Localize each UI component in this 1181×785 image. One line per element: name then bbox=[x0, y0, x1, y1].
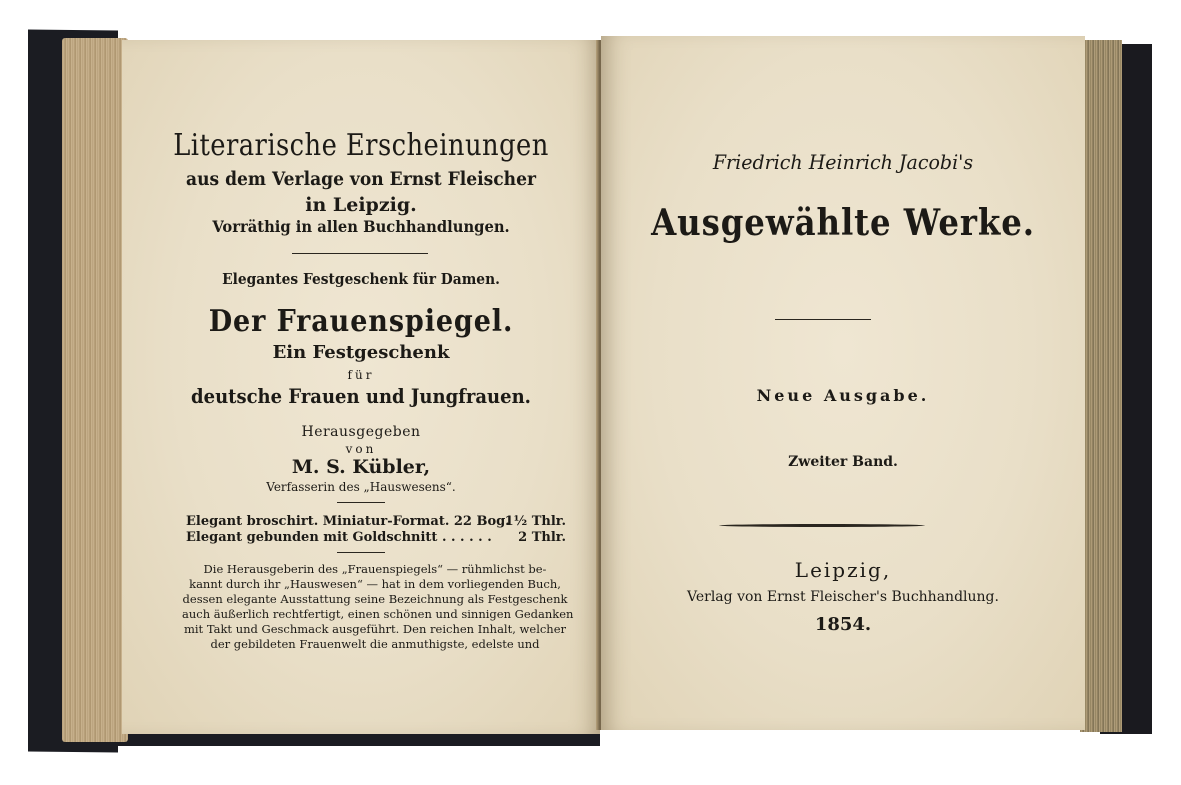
left-page-heading: Literarische Erscheinungen bbox=[173, 128, 549, 163]
price-value: 2 Thlr. bbox=[518, 530, 566, 545]
title-page-author: Friedrich Heinrich Jacobi's bbox=[712, 150, 974, 174]
price-line bbox=[186, 514, 566, 530]
price-line bbox=[186, 530, 566, 546]
edited-by-label: Herausgegeben bbox=[301, 424, 421, 440]
page-edges-left bbox=[62, 38, 128, 742]
gift-note: Elegantes Festgeschenk für Damen. bbox=[222, 270, 500, 288]
description-line: der gebildeten Frauenwelt die anmuthigste, edelste und bbox=[210, 637, 540, 651]
price-label: Elegant broschirt. Miniatur-Format. 22 Bog. bbox=[186, 514, 510, 529]
imprint-publisher: Verlag von Ernst Fleischer's Buchhandlung. bbox=[687, 589, 999, 605]
advertised-subtitle-2: für bbox=[347, 368, 375, 382]
availability-line: Vorräthig in allen Buchhandlungen. bbox=[212, 217, 510, 236]
right-page bbox=[601, 36, 1085, 730]
imprint-city: Leipzig, bbox=[794, 558, 892, 582]
description-paragraph bbox=[182, 562, 574, 652]
imprint-year: 1854. bbox=[814, 614, 872, 635]
title-page-title: Ausgewählte Werke. bbox=[651, 202, 1035, 244]
description-line: Die Herausgeberin des „Frauenspiegels“ — rühmlichst be- bbox=[203, 562, 547, 576]
edition-label: Neue Ausgabe. bbox=[756, 386, 930, 405]
description-line: dessen elegante Ausstattung seine Bezeichnung als Festgeschenk bbox=[182, 592, 568, 606]
volume-label: Zweiter Band. bbox=[788, 454, 898, 470]
divider bbox=[292, 253, 428, 254]
description-line: mit Takt und Geschmack ausgeführt. Den reichen Inhalt, welcher bbox=[183, 622, 567, 636]
place-line: in Leipzig. bbox=[305, 194, 417, 216]
left-page bbox=[122, 40, 600, 734]
editor-note: Verfasserin des „Hauswesens“. bbox=[266, 480, 456, 494]
editor-name: M. S. Kübler, bbox=[291, 456, 431, 478]
price-value: 1½ Thlr. bbox=[504, 514, 566, 529]
by-label: von bbox=[345, 442, 377, 456]
publisher-line: aus dem Verlage von Ernst Fleischer bbox=[186, 168, 536, 190]
advertised-subtitle-1: Ein Festgeschenk bbox=[272, 342, 450, 363]
divider bbox=[775, 319, 871, 320]
price-label: Elegant gebunden mit Goldschnitt . . . . . . bbox=[186, 530, 492, 545]
description-line: auch äußerlich rechtfertigt, einen schönen und sinnigen Gedanken bbox=[182, 607, 574, 621]
divider bbox=[337, 502, 385, 503]
ornamental-rule bbox=[719, 524, 925, 527]
page-edges-right bbox=[1080, 40, 1122, 732]
advertised-book-title: Der Frauenspiegel. bbox=[208, 304, 514, 339]
divider bbox=[337, 552, 385, 553]
description-line: kannt durch ihr „Hauswesen“ — hat in dem vorliegenden Buch, bbox=[189, 577, 561, 591]
advertised-subtitle-3: deutsche Frauen und Jungfrauen. bbox=[191, 384, 531, 408]
